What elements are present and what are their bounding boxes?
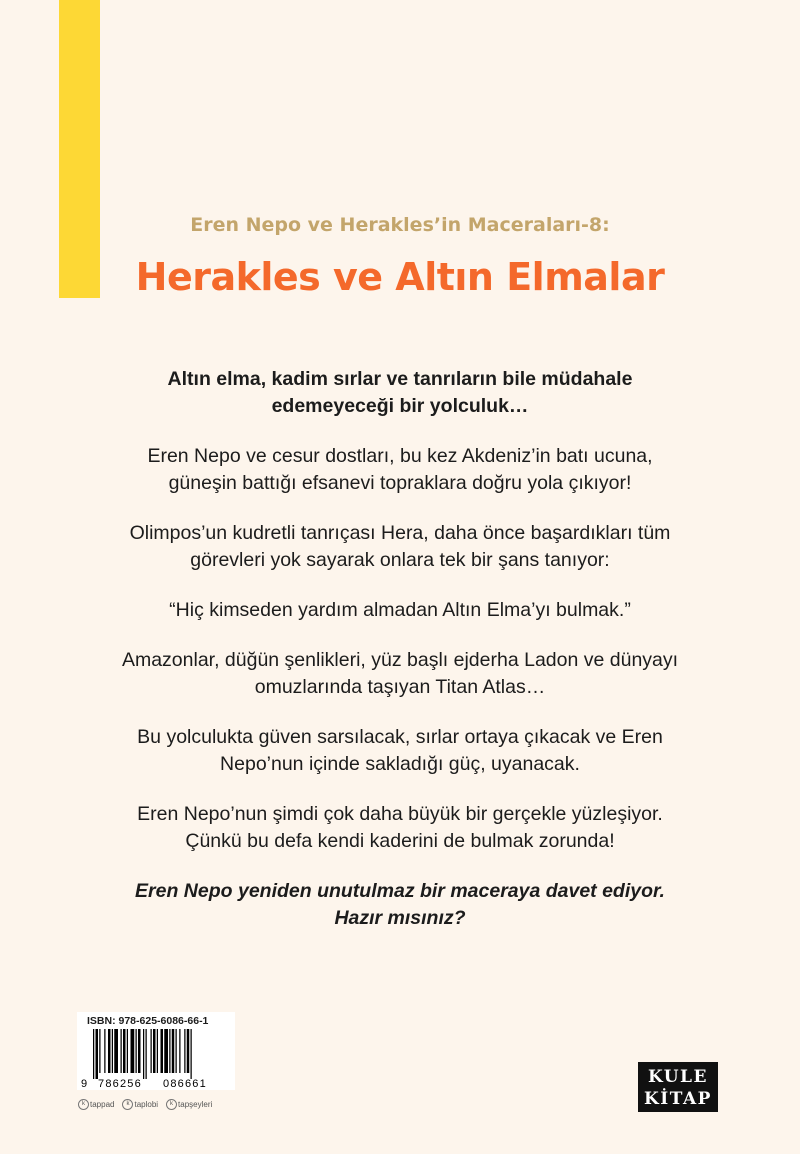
k-logo-icon: k (122, 1099, 133, 1110)
publisher-logo-line-2: KİTAP (644, 1089, 712, 1109)
accent-bar (59, 0, 100, 298)
isbn-barcode (77, 1012, 235, 1090)
blurb-paragraph-5: Bu yolculukta güven sarsılacak, sırlar ortaya çıkacak ve Eren Nepo’nun içinde sakladığı güç, uyanacak. (137, 726, 663, 775)
isbn-label: ISBN: 978-625-6086-66-1 (87, 1015, 209, 1027)
blurb-paragraph-2: Olimpos’un kudretli tanrıçası Hera, daha önce başardıkları tüm görevleri yok sayarak onlara tek bir şans tanıyor: (129, 522, 671, 571)
blurb-intro: Altın elma, kadim sırlar ve tanrıların bile müdahale edemeyeceği bir yolculuk… (167, 368, 633, 417)
publisher-logo (638, 1062, 718, 1112)
series-title: Eren Nepo ve Herakles’in Maceraları-8: (190, 214, 610, 236)
blurb-paragraph-1: Eren Nepo ve cesur dostları, bu kez Akdeniz’in batı ucuna, güneşin battığı efsanevi topraklara doğru yola çıkıyor! (147, 445, 653, 494)
platform-logo-taplobi: k taplobi (122, 1099, 158, 1110)
platform-logos (78, 1097, 238, 1111)
blurb-closing: Eren Nepo yeniden unutulmaz bir maceraya davet ediyor. Hazır mısınız? (135, 880, 665, 929)
platform-logo-tappad: k tappad (78, 1099, 114, 1110)
barcode-image (79, 1029, 235, 1089)
blurb-quote: “Hiç kimseden yardım almadan Altın Elma’yı bulmak.” (169, 599, 631, 621)
barcode-digits-right: 086661 (163, 1078, 207, 1089)
barcode-digit-first: 9 (81, 1078, 88, 1089)
k-logo-icon: k (166, 1099, 177, 1110)
blurb-paragraph-6: Eren Nepo’nun şimdi çok daha büyük bir gerçekle yüzleşiyor. Çünkü bu defa kendi kaderini de bulmak zorunda! (137, 803, 663, 852)
k-logo-icon: k (78, 1099, 89, 1110)
publisher-logo-line-1: KULE (648, 1067, 708, 1087)
back-cover-blurb (60, 366, 740, 955)
blurb-paragraph-4: Amazonlar, düğün şenlikleri, yüz başlı ejderha Ladon ve dünyayı omuzlarında taşıyan Titan Atlas… (121, 649, 679, 698)
barcode-digits-left: 786256 (98, 1078, 142, 1089)
book-title: Herakles ve Altın Elmalar (135, 255, 665, 299)
platform-logo-tapseyleri: k tapşeyleri (166, 1099, 212, 1110)
